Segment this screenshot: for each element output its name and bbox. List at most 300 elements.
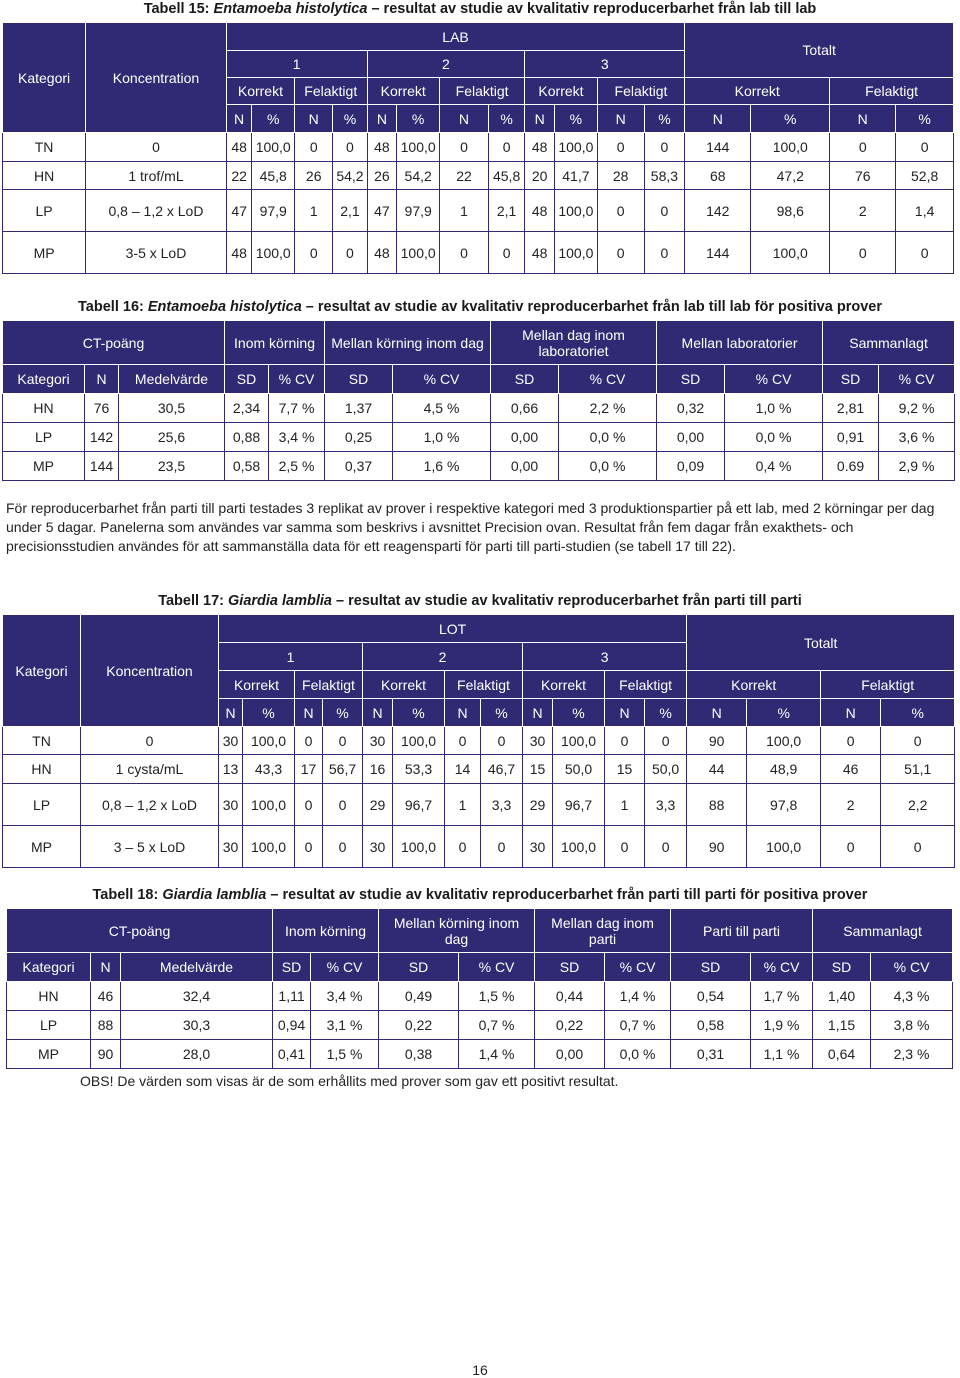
table-cell: 0,44 — [535, 982, 605, 1011]
row-kategori: HN — [3, 162, 86, 190]
table-cell: 0 — [489, 133, 525, 162]
header-n: N — [445, 699, 481, 727]
table-cell: 96,7 — [553, 784, 605, 826]
header-n: N — [363, 699, 393, 727]
table-cell: 0 — [605, 826, 645, 868]
table-row — [7, 982, 953, 1011]
table-cell: 0 — [645, 727, 687, 755]
table-cell: 98,6 — [751, 190, 830, 232]
table-row — [3, 727, 955, 755]
table-cell: 96,7 — [393, 784, 445, 826]
table-cell: 54,2 — [333, 162, 367, 190]
table-cell: 1,0 % — [393, 423, 491, 452]
table-cell: 100,0 — [243, 727, 295, 755]
table-cell: 45,8 — [252, 162, 295, 190]
table-cell: 100,0 — [751, 133, 830, 162]
header-korrekt: Korrekt — [685, 78, 830, 105]
caption-organism: Entamoeba histolytica — [213, 1, 368, 17]
table-cell: 20 — [525, 162, 555, 190]
table-cell: 100,0 — [747, 727, 821, 755]
header-felaktigt: Felaktigt — [597, 78, 685, 105]
table15 — [2, 22, 954, 274]
header-koncentration: Koncentration — [81, 615, 219, 727]
table-cell: 0 — [295, 727, 323, 755]
table-cell: 1,11 — [273, 982, 311, 1011]
table-cell: 2,3 % — [871, 1040, 953, 1069]
table-cell: 2 — [830, 190, 896, 232]
table-cell: 0,66 — [491, 394, 559, 423]
table-cell: 0 — [439, 133, 488, 162]
table-cell: 90 — [91, 1040, 121, 1069]
table-cell: 0 — [86, 133, 227, 162]
table-cell: 0 — [489, 232, 525, 274]
table-cell: 1 — [605, 784, 645, 826]
table-cell: 1,1 % — [751, 1040, 813, 1069]
table-cell: 1,9 % — [751, 1011, 813, 1040]
table-cell: 3,1 % — [311, 1011, 379, 1040]
header-sammanlagt: Sammanlagt — [823, 321, 955, 365]
header-percent: % — [393, 699, 445, 727]
table-cell: 43,3 — [243, 755, 295, 784]
header-koncentration: Koncentration — [86, 23, 227, 133]
row-kategori: MP — [3, 826, 81, 868]
table-cell: 2,5 % — [269, 452, 325, 481]
header-sd: SD — [813, 953, 871, 982]
table-cell: 50,0 — [645, 755, 687, 784]
table-cell: 0,0 % — [605, 1040, 671, 1069]
table-cell: 2,1 — [333, 190, 367, 232]
header-kategori: Kategori — [3, 615, 81, 727]
table-cell: 0,31 — [671, 1040, 751, 1069]
header-totalt: Totalt — [687, 615, 955, 671]
row-kategori: MP — [7, 1040, 91, 1069]
header-n: N — [367, 105, 397, 133]
table-cell: 32,4 — [121, 982, 273, 1011]
table-cell: 4,5 % — [393, 394, 491, 423]
caption-prefix: Tabell 16: — [78, 299, 148, 315]
table-cell: 30 — [219, 784, 243, 826]
header-felaktigt: Felaktigt — [445, 671, 523, 699]
header-percent: % — [553, 699, 605, 727]
header-cv: % CV — [751, 953, 813, 982]
table-cell: 17 — [295, 755, 323, 784]
table-cell: 2,9 % — [879, 452, 955, 481]
table-row — [7, 1011, 953, 1040]
caption-prefix: Tabell 17: — [158, 593, 229, 609]
table16 — [2, 320, 955, 481]
header-parti-till-parti: Parti till parti — [671, 909, 813, 953]
table-cell: 0 — [445, 727, 481, 755]
header-sd: SD — [225, 365, 269, 394]
table-cell: 3,4 % — [311, 982, 379, 1011]
table-cell: 100,0 — [252, 232, 295, 274]
table-cell: 76 — [85, 394, 119, 423]
table-cell: 14 — [445, 755, 481, 784]
row-kategori: HN — [7, 982, 91, 1011]
header-lot: LOT — [219, 615, 687, 643]
header-mellan-korning: Mellan körning inom dag — [379, 909, 535, 953]
header-sd: SD — [379, 953, 459, 982]
header-n: N — [219, 699, 243, 727]
table-cell: 48,9 — [747, 755, 821, 784]
table-cell: 100,0 — [397, 133, 440, 162]
table-cell: 0 — [644, 232, 685, 274]
row-kategori: TN — [3, 133, 86, 162]
header-felaktigt: Felaktigt — [295, 78, 367, 105]
table-cell: 142 — [85, 423, 119, 452]
table-cell: 29 — [523, 784, 553, 826]
table-cell: 100,0 — [397, 232, 440, 274]
table-cell: 44 — [687, 755, 747, 784]
table-cell: 100,0 — [243, 784, 295, 826]
caption-organism: Giardia lamblia — [162, 887, 267, 903]
header-n: N — [295, 105, 333, 133]
header-cv: % CV — [605, 953, 671, 982]
table-cell: 26 — [295, 162, 333, 190]
table-cell: 0 — [597, 232, 644, 274]
table-cell: 51,1 — [881, 755, 955, 784]
table-cell: 0,58 — [225, 452, 269, 481]
row-kategori: LP — [3, 423, 85, 452]
table-cell: 0 — [830, 232, 896, 274]
header-sd: SD — [535, 953, 605, 982]
table-cell: 23,5 — [119, 452, 225, 481]
header-lab-3: 3 — [525, 51, 685, 78]
table-cell: 46,7 — [481, 755, 523, 784]
table-cell: 2,1 — [489, 190, 525, 232]
header-n: N — [91, 953, 121, 982]
note-text: OBS! De värden som visas är de som erhållits med prover som gav ett positivt resultat. — [80, 1073, 619, 1089]
table-cell: 15 — [605, 755, 645, 784]
header-cv: % CV — [725, 365, 823, 394]
header-cv: % CV — [459, 953, 535, 982]
table-cell: 54,2 — [397, 162, 440, 190]
table-cell: 41,7 — [555, 162, 598, 190]
table-cell: 0 — [481, 727, 523, 755]
table-cell: 13 — [219, 755, 243, 784]
header-medelvarde: Medelvärde — [121, 953, 273, 982]
table-cell: 0 — [295, 784, 323, 826]
header-lab-2: 2 — [367, 51, 525, 78]
header-percent: % — [644, 105, 685, 133]
table-cell: 100,0 — [553, 727, 605, 755]
table-cell: 0 — [323, 784, 363, 826]
table-cell: 3-5 x LoD — [86, 232, 227, 274]
table-cell: 0 — [605, 727, 645, 755]
table-cell: 0 — [821, 826, 881, 868]
table-cell: 22 — [226, 162, 252, 190]
header-percent: % — [555, 105, 598, 133]
table-cell: 2,81 — [823, 394, 879, 423]
header-n: N — [439, 105, 488, 133]
header-percent: % — [881, 699, 955, 727]
table15-caption — [0, 0, 960, 18]
header-lot-1: 1 — [219, 643, 363, 671]
table-cell: 48 — [525, 232, 555, 274]
table18-caption — [0, 886, 960, 904]
table-cell: 0,0 % — [559, 423, 657, 452]
table-cell: 48 — [367, 232, 397, 274]
table-cell: 1,40 — [813, 982, 871, 1011]
table-cell: 0,0 % — [725, 423, 823, 452]
table-cell: 2,34 — [225, 394, 269, 423]
caption-organism: Giardia lamblia — [228, 593, 332, 609]
table-cell: 0,88 — [225, 423, 269, 452]
table-cell: 0,00 — [491, 452, 559, 481]
header-korrekt: Korrekt — [219, 671, 295, 699]
header-percent: % — [323, 699, 363, 727]
table-cell: 46 — [91, 982, 121, 1011]
header-n: N — [523, 699, 553, 727]
header-n: N — [525, 105, 555, 133]
table-cell: 30 — [363, 826, 393, 868]
table-cell: 0,49 — [379, 982, 459, 1011]
table-cell: 0,91 — [823, 423, 879, 452]
table-cell: 0,7 % — [605, 1011, 671, 1040]
table-cell: 0 — [896, 232, 954, 274]
table-cell: 0.69 — [823, 452, 879, 481]
header-n: N — [85, 365, 119, 394]
header-n: N — [226, 105, 252, 133]
header-lab-1: 1 — [226, 51, 367, 78]
row-kategori: LP — [3, 190, 86, 232]
table-cell: 0,64 — [813, 1040, 871, 1069]
table-cell: 30,3 — [121, 1011, 273, 1040]
header-cv: % CV — [311, 953, 379, 982]
table-row — [3, 162, 954, 190]
caption-prefix: Tabell 15: — [143, 1, 214, 17]
table-cell: 1,6 % — [393, 452, 491, 481]
table-cell: 4,3 % — [871, 982, 953, 1011]
table17 — [2, 614, 955, 868]
table-row — [7, 1040, 953, 1069]
table-cell: 48 — [367, 133, 397, 162]
header-sd: SD — [823, 365, 879, 394]
table-cell: 1,0 % — [725, 394, 823, 423]
header-n: N — [687, 699, 747, 727]
row-kategori: LP — [3, 784, 81, 826]
header-korrekt: Korrekt — [363, 671, 445, 699]
header-felaktigt: Felaktigt — [295, 671, 363, 699]
table-cell: 1,37 — [325, 394, 393, 423]
table17-caption — [0, 592, 960, 610]
table-cell: 0 — [81, 727, 219, 755]
table-cell: 30 — [523, 727, 553, 755]
table-cell: 48 — [525, 133, 555, 162]
table-cell: 0 — [597, 133, 644, 162]
table-cell: 97,9 — [397, 190, 440, 232]
table-cell: 1,7 % — [751, 982, 813, 1011]
table-cell: 2 — [821, 784, 881, 826]
header-sd: SD — [273, 953, 311, 982]
row-kategori: HN — [3, 394, 85, 423]
header-lot-2: 2 — [363, 643, 523, 671]
table-cell: 144 — [85, 452, 119, 481]
table-cell: 47,2 — [751, 162, 830, 190]
table-cell: 0 — [295, 826, 323, 868]
table-cell: 16 — [363, 755, 393, 784]
table-cell: 0 — [333, 232, 367, 274]
table-cell: 48 — [226, 133, 252, 162]
table-cell: 0 — [821, 727, 881, 755]
header-felaktigt: Felaktigt — [439, 78, 524, 105]
caption-rest: – resultat av studie av kvalitativ reproducerbarhet från parti till parti — [332, 593, 802, 609]
header-kategori: Kategori — [3, 23, 86, 133]
table-cell: 9,2 % — [879, 394, 955, 423]
table-cell: 142 — [685, 190, 751, 232]
header-felaktigt: Felaktigt — [830, 78, 954, 105]
header-n: N — [295, 699, 323, 727]
table-cell: 47 — [226, 190, 252, 232]
header-felaktigt: Felaktigt — [605, 671, 687, 699]
table-cell: 0 — [439, 232, 488, 274]
table-cell: 0 — [295, 232, 333, 274]
table-cell: 88 — [91, 1011, 121, 1040]
table-cell: 0 — [597, 190, 644, 232]
table-cell: 0,00 — [491, 423, 559, 452]
table-cell: 0,8 – 1,2 x LoD — [81, 784, 219, 826]
header-mellan-dag: Mellan dag inom parti — [535, 909, 671, 953]
header-cv: % CV — [269, 365, 325, 394]
table-cell: 1 — [439, 190, 488, 232]
header-totalt: Totalt — [685, 23, 954, 78]
table-cell: 0,32 — [657, 394, 725, 423]
header-cv: % CV — [879, 365, 955, 394]
table-cell: 0,4 % — [725, 452, 823, 481]
table-cell: 1,15 — [813, 1011, 871, 1040]
table-cell: 0,22 — [535, 1011, 605, 1040]
table-row — [3, 423, 955, 452]
caption-rest: – resultat av studie av kvalitativ reproducerbarhet från lab till lab för positiva prover — [301, 299, 882, 315]
header-percent: % — [243, 699, 295, 727]
row-kategori: MP — [3, 452, 85, 481]
table-cell: 0,00 — [535, 1040, 605, 1069]
table-cell: 1,4 — [896, 190, 954, 232]
table-cell: 0,54 — [671, 982, 751, 1011]
header-percent: % — [333, 105, 367, 133]
table-cell: 15 — [523, 755, 553, 784]
table-cell: 1,5 % — [311, 1040, 379, 1069]
table-cell: 0 — [896, 133, 954, 162]
row-kategori: TN — [3, 727, 81, 755]
header-cv: % CV — [559, 365, 657, 394]
header-sd: SD — [325, 365, 393, 394]
header-korrekt: Korrekt — [687, 671, 821, 699]
table-row — [3, 232, 954, 274]
table-cell: 100,0 — [243, 826, 295, 868]
table-cell: 0,94 — [273, 1011, 311, 1040]
table-cell: 30 — [363, 727, 393, 755]
table-cell: 3,6 % — [879, 423, 955, 452]
table-cell: 22 — [439, 162, 488, 190]
table-cell: 1,5 % — [459, 982, 535, 1011]
header-percent: % — [751, 105, 830, 133]
table-cell: 52,8 — [896, 162, 954, 190]
table-cell: 0,7 % — [459, 1011, 535, 1040]
header-mellan-lab: Mellan laboratorier — [657, 321, 823, 365]
header-kategori: Kategori — [3, 365, 85, 394]
table-cell: 68 — [685, 162, 751, 190]
table-cell: 90 — [687, 727, 747, 755]
page-number: 16 — [472, 1362, 488, 1378]
table-cell: 30 — [219, 727, 243, 755]
table-cell: 97,9 — [252, 190, 295, 232]
table-cell: 1 — [295, 190, 333, 232]
table-cell: 3 – 5 x LoD — [81, 826, 219, 868]
table-row — [3, 452, 955, 481]
table-cell: 28,0 — [121, 1040, 273, 1069]
table-cell: 100,0 — [393, 727, 445, 755]
table-cell: 1,4 % — [605, 982, 671, 1011]
table-cell: 25,6 — [119, 423, 225, 452]
table-cell: 100,0 — [555, 133, 598, 162]
table-cell: 0 — [481, 826, 523, 868]
table-cell: 100,0 — [555, 190, 598, 232]
header-inom-korning: Inom körning — [225, 321, 325, 365]
table-cell: 58,3 — [644, 162, 685, 190]
table-cell: 30 — [523, 826, 553, 868]
table-cell: 90 — [687, 826, 747, 868]
header-cv: % CV — [393, 365, 491, 394]
header-cv: % CV — [871, 953, 953, 982]
table-cell: 46 — [821, 755, 881, 784]
header-korrekt: Korrekt — [367, 78, 439, 105]
table-cell: 0,41 — [273, 1040, 311, 1069]
table-cell: 76 — [830, 162, 896, 190]
table-cell: 47 — [367, 190, 397, 232]
table-cell: 0,8 – 1,2 x LoD — [86, 190, 227, 232]
table-cell: 48 — [525, 190, 555, 232]
table-cell: 0 — [881, 727, 955, 755]
table-cell: 7,7 % — [269, 394, 325, 423]
table-cell: 100,0 — [393, 826, 445, 868]
table-row — [3, 190, 954, 232]
header-n: N — [830, 105, 896, 133]
table-cell: 0 — [881, 826, 955, 868]
table-cell: 1 cysta/mL — [81, 755, 219, 784]
table-row — [3, 784, 955, 826]
table-cell: 97,8 — [747, 784, 821, 826]
table-row — [3, 394, 955, 423]
table-cell: 48 — [226, 232, 252, 274]
table-cell: 28 — [597, 162, 644, 190]
table-cell: 144 — [685, 232, 751, 274]
header-percent: % — [645, 699, 687, 727]
header-korrekt: Korrekt — [525, 78, 597, 105]
table-cell: 1 trof/mL — [86, 162, 227, 190]
header-kategori: Kategori — [7, 953, 91, 982]
table-row — [3, 826, 955, 868]
table18 — [6, 908, 953, 1069]
header-lot-3: 3 — [523, 643, 687, 671]
table-cell: 2,2 — [881, 784, 955, 826]
table-cell: 3,3 — [645, 784, 687, 826]
table-cell: 29 — [363, 784, 393, 826]
table-cell: 100,0 — [555, 232, 598, 274]
table-cell: 0 — [645, 826, 687, 868]
table-cell: 100,0 — [252, 133, 295, 162]
table-cell: 0,58 — [671, 1011, 751, 1040]
header-lab: LAB — [226, 23, 684, 51]
table-cell: 3,4 % — [269, 423, 325, 452]
body-paragraph: För reproducerbarhet från parti till parti testades 3 replikat av prover i respektive kategori med 3 produktionspartier på ett lab, med 2 körningar per dag under 5 dagar. Panelerna som användes var samma som beskrivs i avsnittet Precision ovan. Resultat från fem dagar från exakthets- och precisionsstudien användes för att sammanställa data för ett reagensparti för parti till parti-studien (se tabell 17 till 22). — [6, 500, 935, 554]
table-cell: 0,00 — [657, 423, 725, 452]
header-sammanlagt: Sammanlagt — [813, 909, 953, 953]
table-cell: 26 — [367, 162, 397, 190]
header-ct-poang: CT-poäng — [7, 909, 273, 953]
table-cell: 3,8 % — [871, 1011, 953, 1040]
header-percent: % — [896, 105, 954, 133]
